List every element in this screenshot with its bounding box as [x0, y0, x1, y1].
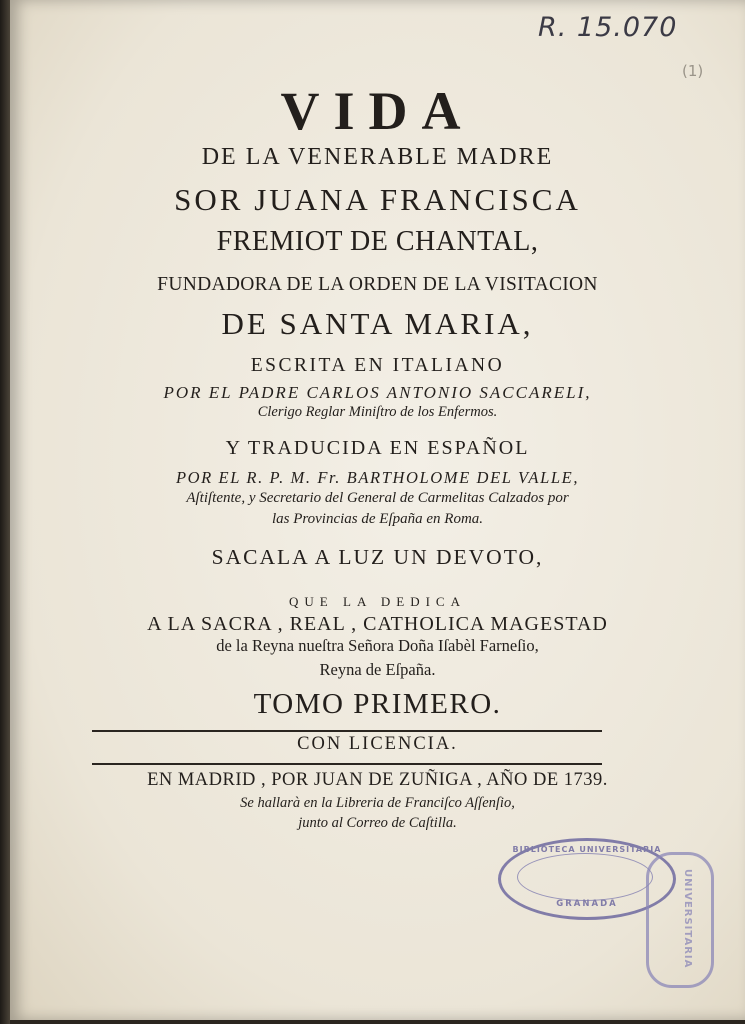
handwritten-shelfmark: R. 15.070	[538, 12, 678, 43]
translation-heading: Y TRADUCIDA EN ESPAÑOL	[225, 437, 530, 459]
pencil-note: (1)	[682, 62, 704, 80]
dedication-line-2: de la Reyna nueſtra Señora Doña Iſabèl Farneſio,	[216, 636, 539, 655]
volume-label: TOMO PRIMERO.	[253, 688, 502, 720]
stamp-bottom-text: GRANADA	[556, 899, 618, 909]
dedication-line-1: A LA SACRA , REAL , CATHOLICA MAGESTAD	[147, 613, 608, 635]
author-heading: ESCRITA EN ITALIANO	[250, 355, 505, 376]
title-line-5: FUNDADORA DE LA ORDEN DE LA VISITACION	[157, 274, 598, 295]
translator-role-2: las Provincias de Eſpaña en Roma.	[271, 511, 484, 527]
author-role: Clerigo Reglar Miniſtro de los Enfermos.	[257, 404, 498, 420]
dedication-line-3: Reyna de Eſpaña.	[319, 660, 436, 679]
library-stamp-vertical	[646, 852, 714, 988]
book-spine	[0, 0, 10, 1024]
bookseller-address: junto al Correo de Caſtilla.	[298, 815, 457, 831]
divider-top	[92, 730, 602, 732]
stamp-vertical-text: UNIVERSITARIA	[682, 869, 693, 969]
title-line-4: FREMIOT DE CHANTAL,	[216, 226, 539, 257]
title-line-2: DE LA VENERABLE MADRE	[201, 144, 554, 170]
license-line: CON LICENCIA.	[297, 734, 458, 754]
stamp-top-text: BIBLIOTECA UNIVERSITARIA	[512, 845, 662, 854]
translator-name: POR EL R. P. M. Fr. BARTHOLOME DEL VALLE,	[175, 468, 580, 487]
divider-bottom	[92, 763, 602, 765]
stamp-inner-ring	[517, 853, 653, 901]
title-page	[10, 0, 745, 1020]
imprint-line: EN MADRID , POR JUAN DE ZUÑIGA , AÑO DE 1739.	[147, 770, 608, 790]
title-line-6: DE SANTA MARIA,	[221, 306, 534, 341]
author-name: POR EL PADRE CARLOS ANTONIO SACCARELI,	[163, 383, 592, 402]
publisher-line: SACALA A LUZ UN DEVOTO,	[211, 545, 544, 569]
bookseller-line: Se hallarà en la Libreria de Franciſco Aſſenſio,	[240, 795, 515, 811]
translator-role-1: Aſtiſtente, y Secretario del General de Carmelitas Calzados por	[186, 490, 569, 506]
dedication-heading: QUE LA DEDICA	[289, 594, 466, 609]
title-line-3: SOR JUANA FRANCISCA	[174, 182, 581, 217]
title-main: VIDA	[280, 81, 475, 141]
